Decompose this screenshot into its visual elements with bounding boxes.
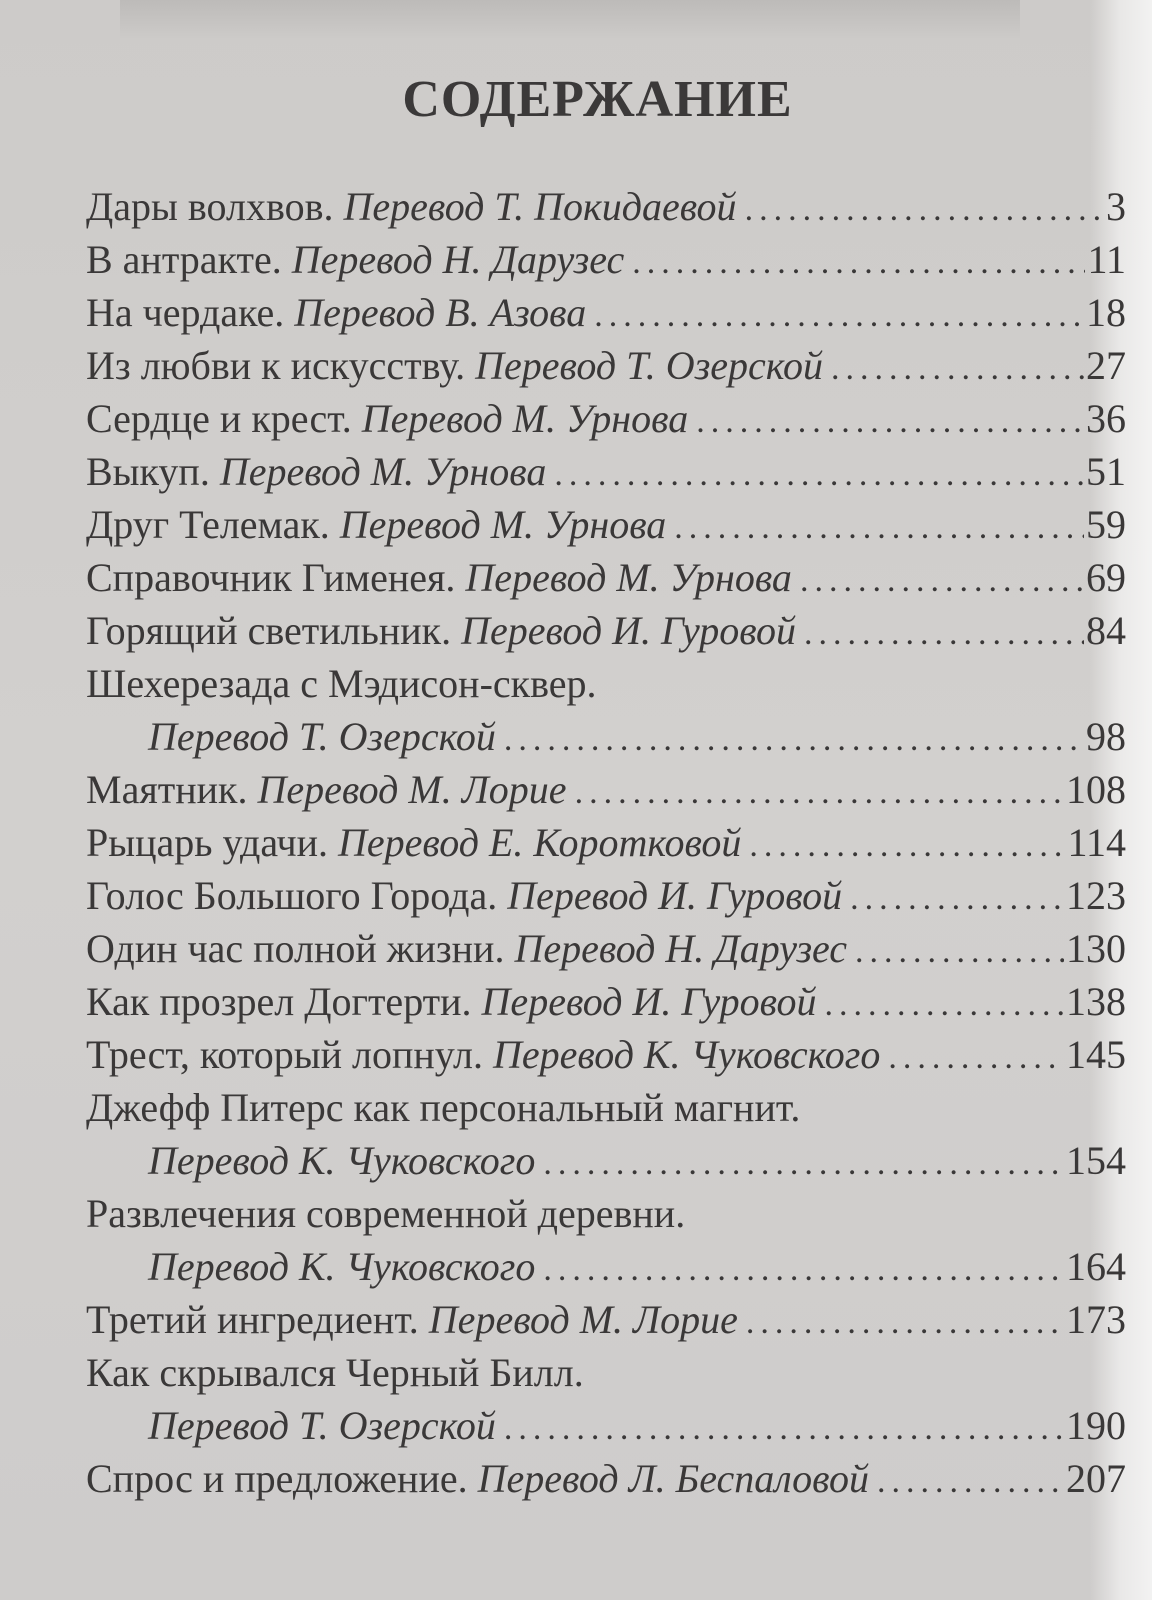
dot-leader [543, 1137, 1064, 1190]
toc-entry [86, 657, 1126, 710]
page-number: 51 [1086, 449, 1126, 494]
toc-entry [86, 604, 1126, 657]
toc-entry-continuation [86, 1240, 1126, 1293]
story-title: Выкуп. [86, 449, 210, 494]
translator: Перевод В. Азова [294, 290, 587, 335]
toc-entry [86, 286, 1126, 339]
toc-entry [86, 816, 1126, 869]
dot-leader [504, 713, 1084, 766]
page-number: 84 [1086, 608, 1126, 653]
story-title: Сердце и крест. [86, 396, 352, 441]
page-number: 145 [1066, 1032, 1126, 1077]
story-title: На чердаке. [86, 290, 285, 335]
translator: Перевод И. Гуровой [461, 608, 797, 653]
story-title: Как прозрел Догтерти. [86, 979, 472, 1024]
story-title: Справочник Гименея. [86, 555, 456, 600]
page-number: 11 [1087, 237, 1126, 282]
toc-entry-continuation [86, 1399, 1126, 1452]
dot-leader [575, 766, 1064, 819]
translator: Перевод И. Гуровой [507, 873, 843, 918]
toc-entry [86, 445, 1126, 498]
toc-entry [86, 551, 1126, 604]
page-number: 154 [1066, 1138, 1126, 1183]
translator: Перевод М. Лорие [428, 1297, 738, 1342]
toc-entry [86, 869, 1126, 922]
show-through-shadow [120, 0, 1020, 40]
story-title: В антракте. [86, 237, 282, 282]
dot-leader [855, 925, 1064, 978]
dot-leader [632, 236, 1085, 289]
story-title: Голос Большого Города. [86, 873, 498, 918]
dot-leader [824, 978, 1064, 1031]
story-title: Трест, который лопнул. [86, 1032, 483, 1077]
toc-entry [86, 339, 1126, 392]
translator: Перевод М. Урнова [219, 449, 547, 494]
page-number: 130 [1066, 926, 1126, 971]
toc-entry [86, 1028, 1126, 1081]
toc-entry [86, 1293, 1126, 1346]
dot-leader [746, 1296, 1064, 1349]
toc-entry [86, 1081, 1126, 1134]
translator: Перевод Т. Озерской [148, 1403, 496, 1448]
dot-leader [800, 554, 1084, 607]
dot-leader [745, 183, 1104, 236]
translator: Перевод Л. Беспаловой [477, 1456, 869, 1501]
dot-leader [554, 448, 1084, 501]
toc-entry [86, 498, 1126, 551]
toc-entry [86, 1346, 1126, 1399]
translator: Перевод М. Урнова [361, 396, 689, 441]
translator: Перевод К. Чуковского [492, 1032, 881, 1077]
toc-entry [86, 922, 1126, 975]
story-title: Маятник. [86, 767, 248, 812]
dot-leader [749, 819, 1065, 872]
toc-entry [86, 180, 1126, 233]
page-title: СОДЕРЖАНИЕ [402, 71, 793, 128]
translator: Перевод М. Урнова [465, 555, 792, 600]
toc-entry [86, 1452, 1126, 1505]
page-number: 207 [1066, 1456, 1126, 1501]
page-number: 173 [1066, 1297, 1126, 1342]
translator: Перевод Н. Дарузес [514, 926, 848, 971]
dot-leader [804, 607, 1084, 660]
story-title: Развлечения современной деревни. [86, 1191, 686, 1236]
translator: Перевод Т. Озерской [148, 714, 496, 759]
page-number: 190 [1066, 1403, 1126, 1448]
page-number: 69 [1086, 555, 1126, 600]
page-number: 108 [1066, 767, 1126, 812]
page-number: 3 [1106, 184, 1126, 229]
toc-entry [86, 763, 1126, 816]
dot-leader [674, 501, 1084, 554]
toc-entry-continuation [86, 1134, 1126, 1187]
translator: Перевод Е. Коротковой [338, 820, 742, 865]
toc-entry-continuation [86, 710, 1126, 763]
page-number: 18 [1086, 290, 1126, 335]
translator: Перевод К. Чуковского [148, 1244, 536, 1289]
table-of-contents [86, 180, 1126, 1505]
story-title: Дары волхвов. [86, 184, 334, 229]
page-number: 114 [1067, 820, 1126, 865]
story-title: Друг Телемак. [86, 502, 330, 547]
dot-leader [504, 1402, 1064, 1455]
story-title: Из любви к искусству. [86, 343, 466, 388]
translator: Перевод К. Чуковского [148, 1138, 536, 1183]
dot-leader [850, 872, 1064, 925]
story-title: Рыцарь удачи. [86, 820, 329, 865]
translator: Перевод М. Урнова [339, 502, 667, 547]
story-title: Один час полной жизни. [86, 926, 505, 971]
dot-leader [696, 395, 1084, 448]
translator: Перевод Н. Дарузес [291, 237, 625, 282]
dot-leader [543, 1243, 1064, 1296]
translator: Перевод Т. Озерской [475, 343, 823, 388]
story-title: Как скрывался Черный Билл. [86, 1350, 584, 1395]
story-title: Третий ингредиент. [86, 1297, 419, 1342]
page-number: 36 [1086, 396, 1126, 441]
translator: Перевод М. Лорие [257, 767, 567, 812]
story-title: Шехерезада с Мэдисон-сквер. [86, 661, 597, 706]
story-title: Горящий светильник. [86, 608, 452, 653]
dot-leader [594, 289, 1084, 342]
dot-leader [877, 1455, 1064, 1508]
page-number: 123 [1066, 873, 1126, 918]
page-number: 164 [1066, 1244, 1126, 1289]
page-number: 98 [1086, 714, 1126, 759]
toc-entry [86, 1187, 1126, 1240]
page-number: 27 [1086, 343, 1126, 388]
toc-entry [86, 233, 1126, 286]
dot-leader [831, 342, 1084, 395]
toc-entry [86, 975, 1126, 1028]
dot-leader [888, 1031, 1064, 1084]
story-title: Спрос и предложение. [86, 1456, 468, 1501]
toc-entry [86, 392, 1126, 445]
translator: Перевод И. Гуровой [481, 979, 817, 1024]
story-title: Джефф Питерс как персональный магнит. [86, 1085, 801, 1130]
page-number: 138 [1066, 979, 1126, 1024]
translator: Перевод Т. Покидаевой [343, 184, 737, 229]
page-number: 59 [1086, 502, 1126, 547]
